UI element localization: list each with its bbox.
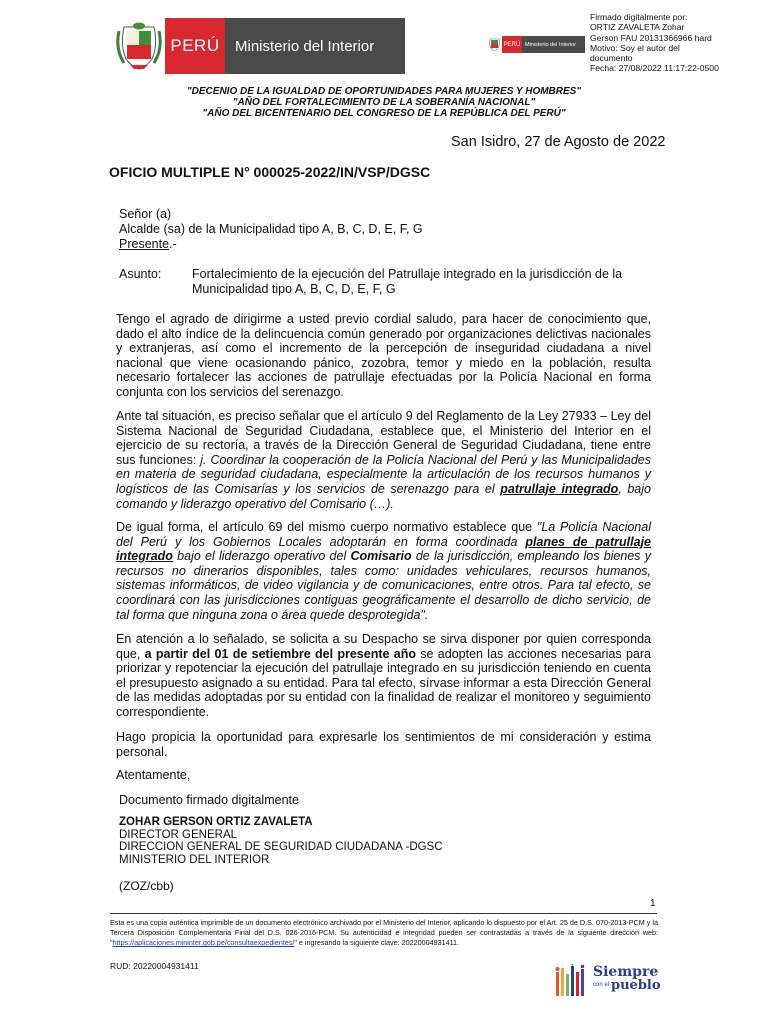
quoted-article: "La Policía Nacional del Perú y los Gobiernos Locales adoptarán en forma coordinada [116, 520, 651, 549]
decenio-line: "AÑO DEL BICENTENARIO DEL CONGRESO DE LA REPÚBLICA DEL PERÚ" [202, 108, 566, 119]
signer-title: DIRECTOR GENERAL [119, 828, 238, 841]
asunto-text: Fortalecimiento de la ejecución del Patrullaje integrado en la jurisdicción de la Municipalidad tipo A, B, C, D, E, F, G [192, 267, 623, 296]
emphasis-comisario: Comisario [350, 549, 412, 564]
signer-name: ZOHAR GERSON ORTIZ ZAVALETA [119, 816, 313, 828]
signer-department: DIRECCION GENERAL DE SEGURIDAD CIUDADANA -DGSC [119, 841, 443, 853]
presente-suffix: .- [169, 237, 177, 251]
authenticity-footnote [110, 918, 658, 948]
signature-line: Firmado digitalmente por: [590, 12, 688, 22]
quoted-article-end: de la jurisdicción, empleando los bienes y recursos no dinerarios disponibles, tales como: unidades vehiculares, recursos humanos, sistemas informáticos, de video vigilancia y de comunicaciones, entre otros. Para tal efecto, se coordinará con las jurisdicciones contiguas geográficamente el desarrollo de dicho servicio, de tal forma que ninguna zona o área quede desprotegida". [116, 549, 651, 622]
addressee-block [119, 207, 423, 252]
page-number: 1 [650, 898, 656, 909]
body-paragraph-1: Tengo el agrado de dirigirme a usted previo cordial saludo, para hacer de conocimiento que, dado el alto índice de la delincuencia común generado por organizaciones delictivas nacionales y extranjeras, así como el incremento de la percepción de inseguridad ciudadana a nivel nacional que viene ocasionando pánico, zozobra, temor y miedo en la población, resulta necesario fortalecer las acciones de patrullaje efectuadas por la Policía Nacional en forma conjunta con los servicios del serenazgo. [116, 312, 651, 399]
signature-line: ORTIZ ZAVALETA Zohar [590, 22, 685, 33]
paragraph-text: De igual forma, el artículo 69 del mismo cuerpo normativo establece que [116, 520, 537, 534]
decenio-line: "DECENIO DE LA IGUALDAD DE OPORTUNIDADES PARA MUJERES Y HOMBRES" [186, 86, 582, 97]
signature-date: Fecha: 27/08/2022 11:17:22-0500 [590, 63, 719, 74]
emphasis-start-date: a partir del 01 de setiembre del presente año [144, 646, 416, 661]
asunto-label: Asunto: [119, 267, 162, 281]
body-paragraph-2 [116, 409, 651, 511]
coat-of-arms-icon [112, 18, 165, 74]
footnote-text: Esta es una copia auténtica imprimible de un documento electrónico archivado por el Ministerio del Interior, aplicando lo dispuesto por el Art. 25 de D.S. 070-2013-PCM y la Tercera Disposición Complementaria Final del D.S. 026-2016-PCM. Su autenticidad e integridad pueden ser contrastadas a través de la siguiente dirección web: " [110, 918, 658, 947]
paragraph-text-end: se adopten las acciones necesarias para priorizar y repotenciar la ejecución del patrullaje integrado en su jurisdicción teniendo en cuenta el presupuesto asignado a su entidad. Para tal efecto, sírvase informar a esta Dirección General de las medidas adoptadas por su entidad con la finalidad de realizar el monitoreo y seguimiento correspondiente. [116, 646, 651, 719]
footnote-text-end: " e ingresando la siguiente clave: 20220004931411. [294, 938, 460, 947]
mini-peru-label: PERÚ [502, 36, 522, 53]
decenio-header [0, 86, 768, 119]
decenio-line: "AÑO DEL FORTALECIMIENTO DE LA SOBERANÍA NACIONAL" [232, 97, 536, 108]
mini-ministry-label: Ministerio del Interior [522, 36, 585, 53]
signature-line: Motivo: Soy el autor del [590, 42, 680, 53]
emphasis-patrullaje-integrado: patrullaje integrado [500, 481, 619, 496]
signature-text [590, 12, 760, 74]
peru-label: PERÚ [165, 18, 225, 74]
signer-ministry: MINISTERIO DEL INTERIOR [119, 853, 270, 866]
body-paragraph-4 [116, 632, 651, 720]
footer-divider [110, 913, 657, 914]
quoted-article-cont: bajo el liderazgo operativo del [172, 549, 351, 564]
digital-signature-block [486, 12, 756, 82]
pueblo-text: pueblo [611, 978, 661, 993]
quoted-function: j. Coordinar la cooperación de la Policía Nacional del Perú y las Municipalidades en materia de seguridad ciudadana, especialmente la articulación de los recursos humanos y logísticos de las Comisarías y los servicios de serenazgo para el [116, 452, 651, 496]
document-date: San Isidro, 27 de Agosto de 2022 [451, 134, 666, 150]
signature-line: documento [590, 53, 633, 64]
signature-line: Gerson FAU 20131366966 hard [590, 32, 712, 43]
body-paragraph-3 [116, 520, 651, 622]
document-title: OFICIO MULTIPLE N° 000025-2022/IN/VSP/DGSC [109, 164, 431, 180]
closing-digital-note: Documento firmado digitalmente [119, 793, 299, 807]
quoted-function-end: , bajo comando y liderazgo operativo del Comisario (…). [116, 481, 651, 511]
reference-initials: (ZOZ/cbb) [119, 879, 174, 893]
siempre-con-el-pueblo-logo [555, 962, 660, 1000]
presente-label: Presente [119, 237, 170, 251]
emphasis-planes-patrullaje: planes de patrullaje integrado [116, 534, 651, 564]
ministry-label: Ministerio del Interior [225, 18, 405, 74]
addressee-recipient: Alcalde (sa) de la Municipalidad tipo A, B, C, D, E, F, G [119, 222, 423, 236]
mini-coat-of-arms-icon [486, 36, 502, 53]
closing-atentamente: Atentamente, [116, 768, 191, 782]
addressee-presente [119, 237, 423, 252]
signature-logo [486, 36, 585, 53]
siempre-text: Siempre [593, 964, 659, 980]
paragraph-text: Ante tal situación, es preciso señalar que el artículo 9 del Reglamento de la Ley 27933 – Ley del Sistema Nacional de Seguridad Ciudadana, establece que, el Ministerio del Interior en el ejercicio de su rectoría, a través de la Dirección General de Seguridad Ciudadana, tiene entre sus funciones: [116, 409, 651, 467]
people-bars-icon [555, 964, 589, 998]
addressee-salutation: Señor (a) [119, 207, 172, 221]
verification-link[interactable]: https://aplicaciones.mininter.gob.pe/consultaexpedientes/ [112, 938, 295, 947]
ministry-logo [112, 18, 405, 74]
paragraph-text: En atención a lo señalado, se solicita a su Despacho se sirva disponer por quien corresponda que, [116, 632, 651, 661]
con-el-text: con el [593, 982, 610, 988]
body-paragraph-5: Hago propicia la oportunidad para expresarle los sentimientos de mi consideración y estima personal. [116, 730, 651, 759]
rud-code: RUD: 20220004931411 [110, 961, 199, 971]
signer-block [119, 816, 443, 866]
